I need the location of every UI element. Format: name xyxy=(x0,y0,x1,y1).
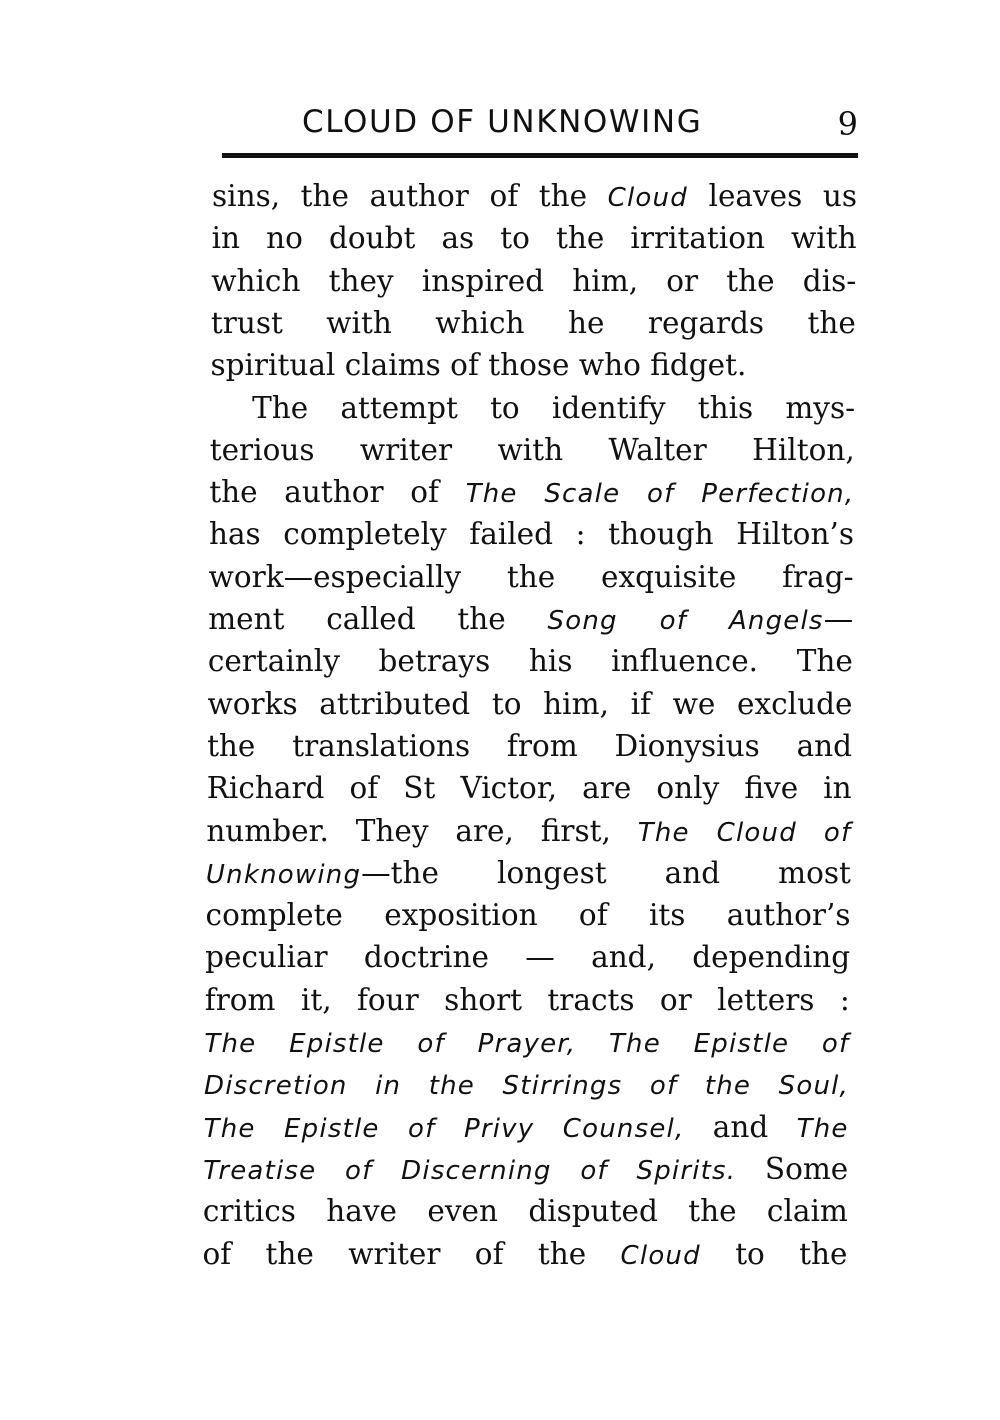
text-line xyxy=(204,1106,849,1148)
italic-title-text: Unknowing xyxy=(205,859,362,890)
running-title: CLOUD OF UNKNOWING xyxy=(302,104,703,140)
italic-title-text: Discretion in the Stirrings of the Soul, xyxy=(204,1071,850,1102)
text-line xyxy=(203,1233,848,1275)
body-text-segment: The attempt to identify this mys- xyxy=(252,390,856,425)
text-line xyxy=(211,260,856,302)
body-text-segment: complete exposition of its author’s xyxy=(205,898,851,933)
page-number: 9 xyxy=(837,105,858,143)
italic-title-text: The Scale of Perfection, xyxy=(465,479,855,510)
text-line xyxy=(204,1063,849,1105)
body-text-segment: trust with which he regards the xyxy=(210,305,856,340)
body-text-segment: peculiar doctrine — and, depending xyxy=(205,940,851,975)
text-line xyxy=(209,513,854,555)
italic-title-text: The Epistle of Prayer, The Epistle of xyxy=(204,1029,850,1059)
body-text-segment: to the xyxy=(700,1236,848,1271)
body-text-segment: leaves us xyxy=(687,179,857,213)
text-line xyxy=(206,894,851,936)
text-line xyxy=(206,852,851,894)
text-line xyxy=(206,810,851,852)
header-rule xyxy=(222,153,858,158)
body-text-segment: ment called the xyxy=(208,602,548,636)
body-text-segment: the author of xyxy=(209,475,466,510)
body-text-segment: the translations from Dionysius and xyxy=(207,728,853,763)
italic-title-text: Treatise of Discerning of Spirits. xyxy=(203,1155,737,1186)
text-line xyxy=(211,302,856,344)
body-text-segment: which they inspired him, or the dis- xyxy=(211,263,857,298)
body-text-segment: certainly betrays his influence. The xyxy=(207,644,853,679)
running-head xyxy=(222,100,858,144)
text-line xyxy=(203,1148,848,1190)
body-text-segment: has completely failed : though Hilton’s xyxy=(208,517,854,552)
text-line xyxy=(205,936,850,978)
italic-title-text: Song of Angels xyxy=(547,606,824,636)
body-text-segment: number. They are, first, xyxy=(206,813,638,848)
body-text-segment: and xyxy=(684,1109,797,1144)
italic-title-text: The Cloud of xyxy=(637,817,852,848)
italic-title-text: The xyxy=(796,1113,849,1144)
text-line xyxy=(212,217,857,259)
text-line xyxy=(204,1021,849,1063)
text-line xyxy=(205,979,850,1021)
text-line xyxy=(207,683,852,725)
body-text-segment: from it, four short tracts or letters : xyxy=(204,982,850,1017)
italic-title-text: The Epistle of Privy Counsel, xyxy=(203,1113,685,1144)
italic-title-text: Cloud xyxy=(620,1240,701,1271)
body-text-segment: sins, the author of the xyxy=(212,179,608,213)
body-text-segment: critics have even disputed the claim xyxy=(202,1194,848,1229)
italic-title-text: Cloud xyxy=(607,183,688,213)
text-line xyxy=(208,640,853,682)
body-text-segment: — xyxy=(823,602,854,636)
text-line xyxy=(209,556,854,598)
text-line xyxy=(208,598,853,640)
text-line xyxy=(212,175,857,217)
text-line xyxy=(209,471,854,513)
body-text-segment: spiritual claims of those who fidget. xyxy=(210,348,747,383)
text-line xyxy=(210,387,855,429)
text-line xyxy=(207,725,852,767)
text-line xyxy=(210,429,855,471)
text-line xyxy=(207,767,852,809)
body-text-segment: —the longest and most xyxy=(361,855,851,890)
body-text-segment: terious writer with Walter Hilton, xyxy=(209,432,855,467)
body-text-segment: work—especially the exquisite frag- xyxy=(208,559,854,594)
body-text-segment: Some xyxy=(736,1151,849,1186)
body-text-segment: Richard of St Victor, are only five in xyxy=(206,771,852,806)
text-line xyxy=(203,1190,848,1232)
body-text-segment: works attributed to him, if we exclude xyxy=(207,686,853,721)
text-line xyxy=(210,344,855,386)
body-text-segment: in no doubt as to the irritation with xyxy=(211,221,857,256)
body-text-segment: of the writer of the xyxy=(202,1236,621,1271)
